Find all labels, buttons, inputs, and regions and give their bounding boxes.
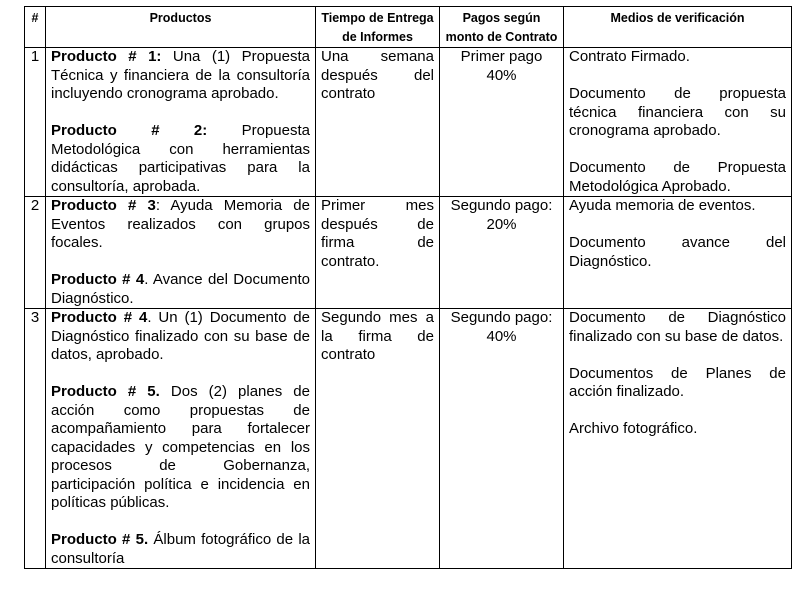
verification-item: Ayuda memoria de eventos. [569, 197, 756, 214]
verification-item: Archivo fotográfico. [569, 420, 698, 437]
header-num: # [25, 7, 46, 48]
verification-item: Documento de Diagnóstico finalizado con su base de datos. [569, 309, 786, 345]
product-text: : Ayuda Memoria de Eventos realizados con grupos focales. [51, 197, 310, 251]
header-productos: Productos [46, 7, 316, 48]
verification-item: Documento de propuesta técnica financiera con su cronograma aprobado. [569, 85, 786, 139]
product-text: Una (1) Propuesta Técnica y financiera de la consultoría incluyendo cronograma aprobado. [51, 48, 310, 102]
table-row [25, 197, 792, 309]
verification-cell [564, 197, 792, 309]
products-cell [46, 48, 316, 197]
row-number: 1 [25, 48, 46, 197]
delivery-time-cell: Una semana después del contrato [316, 48, 440, 197]
product-text: Álbum fotográfico de la consultoría [51, 531, 310, 567]
product-item [51, 271, 310, 308]
verification-item: Documentos de Planes de acción finalizado. [569, 364, 786, 400]
deliverables-table [24, 6, 792, 569]
product-label: Producto # 2: [51, 122, 208, 139]
product-item [51, 309, 310, 365]
delivery-time-cell: Segundo mes a la firma de contrato [316, 309, 440, 569]
product-item [51, 122, 310, 196]
payment-cell: Segundo pago: 40% [440, 309, 564, 569]
payment-cell: Primer pago 40% [440, 48, 564, 197]
product-item [51, 48, 310, 104]
table-row [25, 48, 792, 197]
products-cell [46, 197, 316, 309]
product-label: Producto # 4 [51, 309, 148, 326]
verification-cell [564, 309, 792, 569]
verification-cell [564, 48, 792, 197]
product-label: Producto # 5. [51, 383, 160, 400]
product-label: Producto # 3 [51, 197, 156, 214]
product-label: Producto # 1: [51, 48, 162, 65]
header-pagos: Pagos según monto de Contrato [440, 7, 564, 48]
product-label: Producto # 5. [51, 531, 149, 548]
delivery-time-cell: Primer mes después de firma de contrato. [316, 197, 440, 309]
product-label: Producto # 4 [51, 271, 145, 288]
product-item [51, 197, 310, 253]
header-medios: Medios de verificación [564, 7, 792, 48]
row-number: 2 [25, 197, 46, 309]
product-text: . Un (1) Documento de Diagnóstico finalizado con su base de datos, aprobado. [51, 309, 310, 363]
header-tiempo: Tiempo de Entrega de Informes [316, 7, 440, 48]
product-item [51, 531, 310, 568]
product-text: . Avance del Documento Diagnóstico. [51, 271, 311, 307]
product-item [51, 383, 310, 513]
verification-item: Documento avance del Diagnóstico. [569, 234, 786, 270]
header-row [25, 7, 792, 48]
verification-item: Contrato Firmado. [569, 48, 690, 65]
verification-item: Documento de Propuesta Metodológica Aprobado. [569, 159, 786, 195]
payment-cell: Segundo pago: 20% [440, 197, 564, 309]
products-cell [46, 309, 316, 569]
row-number: 3 [25, 309, 46, 569]
table-row [25, 309, 792, 569]
product-text: Propuesta Metodológica con herramientas didácticas participativas para la consultoría, aprobada. [51, 122, 310, 195]
product-text: Dos (2) planes de acción como propuestas de acompañamiento para fortalecer capacidades y competencias en los procesos de Gobernanza, participación política e incidencia en políticas públicas. [51, 383, 310, 511]
